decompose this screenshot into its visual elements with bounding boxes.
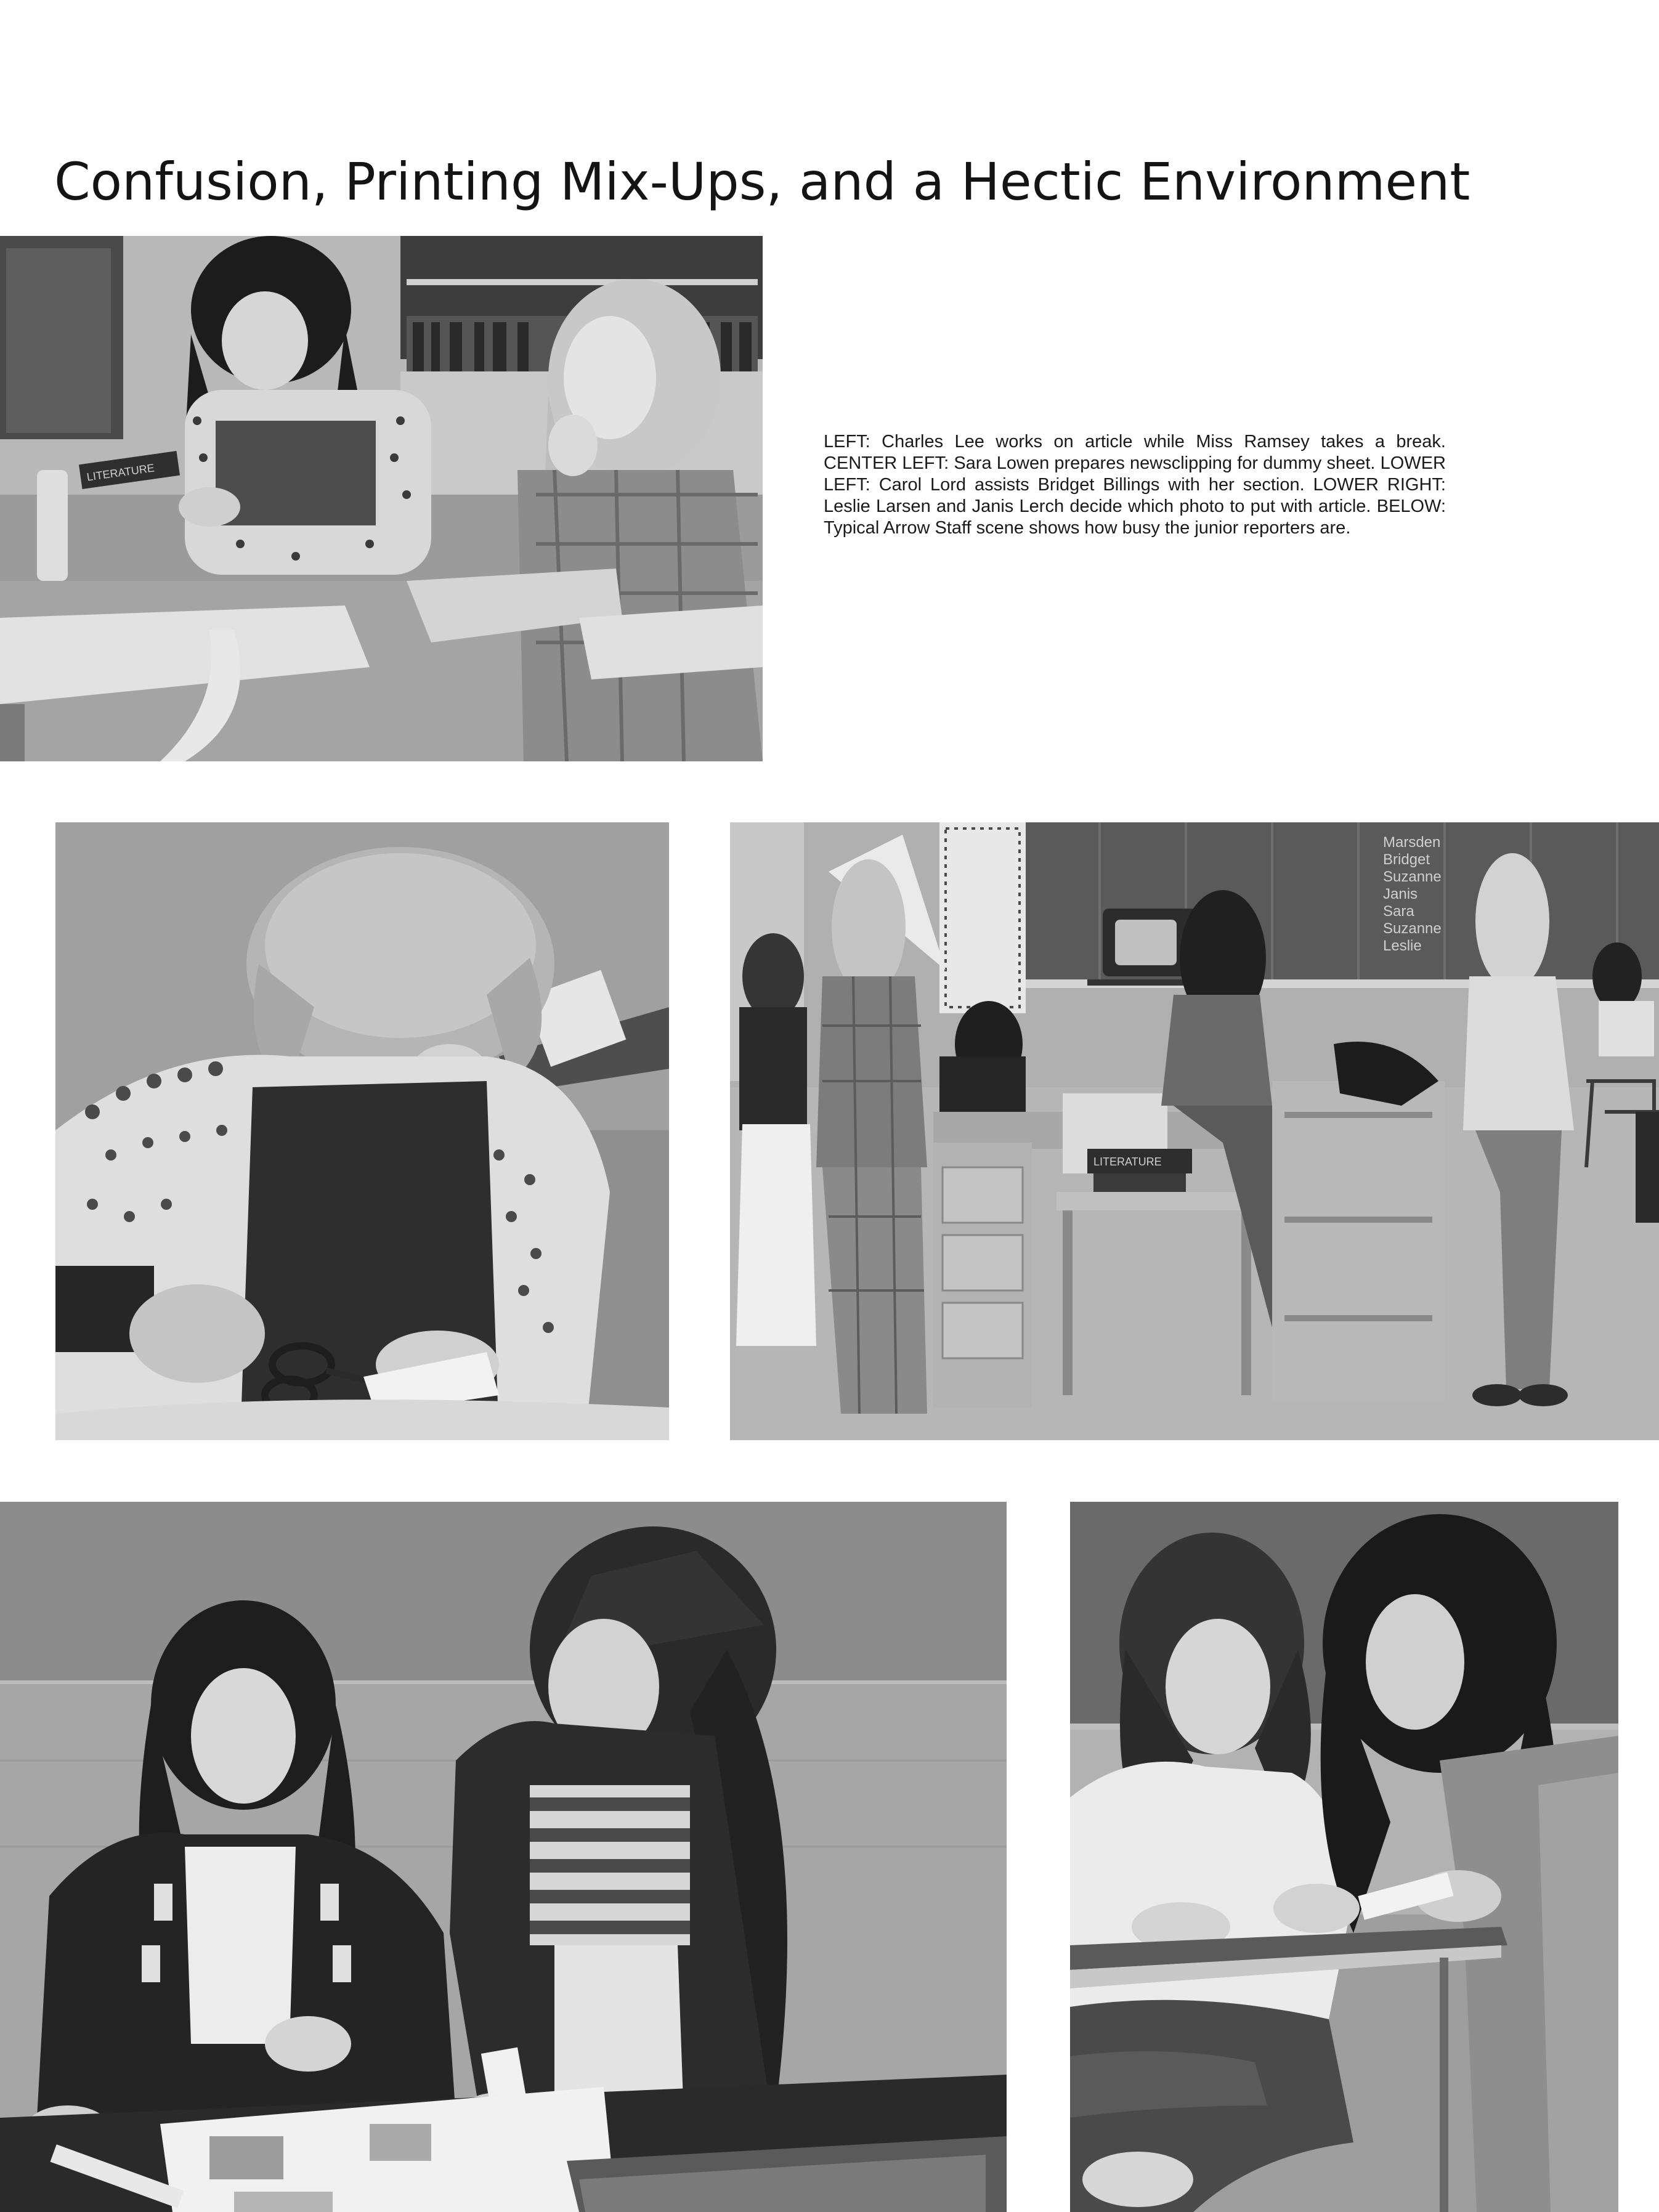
chalkboard-line-4: Janis <box>1383 886 1418 902</box>
chalkboard-line-1: Marsden <box>1383 834 1441 851</box>
chalkboard-line-2: Bridget <box>1383 851 1430 868</box>
photo-center-left-cutting-clipping <box>55 822 669 1440</box>
chalkboard-line-7: Leslie <box>1383 938 1422 954</box>
photo-lower-right-choosing-photo <box>1070 1502 1618 2212</box>
photo-center-right-staff-room <box>730 822 1659 1440</box>
book-label: LITERATURE <box>1093 1156 1162 1168</box>
photo-caption: LEFT: Charles Lee works on article while Miss Ramsey takes a break. CENTER LEFT: Sara Lowen prepares newsclipping for dummy sheet. LOWER LEFT: Carol Lord assists Bridget Billings with her section. LOWER RIGHT: Leslie Larsen and Janis Lerch decide which photo to put with article. BELOW: Typical Arrow Staff scene shows how busy the junior reporters are. <box>824 432 1446 538</box>
book-label: LITERATURE <box>86 461 155 484</box>
photo-lower-right-image <box>1070 1502 1618 2212</box>
photo-top-left-image <box>0 236 763 761</box>
photo-center-right-image <box>730 822 1659 1440</box>
photo-lower-left-assisting <box>0 1502 1007 2212</box>
photo-center-left-image <box>55 822 669 1440</box>
chalkboard-line-3: Suzanne <box>1383 869 1442 885</box>
photo-top-left-students-at-desks <box>0 236 763 761</box>
photo-lower-left-image <box>0 1502 1007 2212</box>
chalkboard-line-6: Suzanne <box>1383 920 1442 937</box>
chalkboard-line-5: Sara <box>1383 903 1414 920</box>
page-title: Confusion, Printing Mix-Ups, and a Hectic Environment <box>54 152 1470 213</box>
